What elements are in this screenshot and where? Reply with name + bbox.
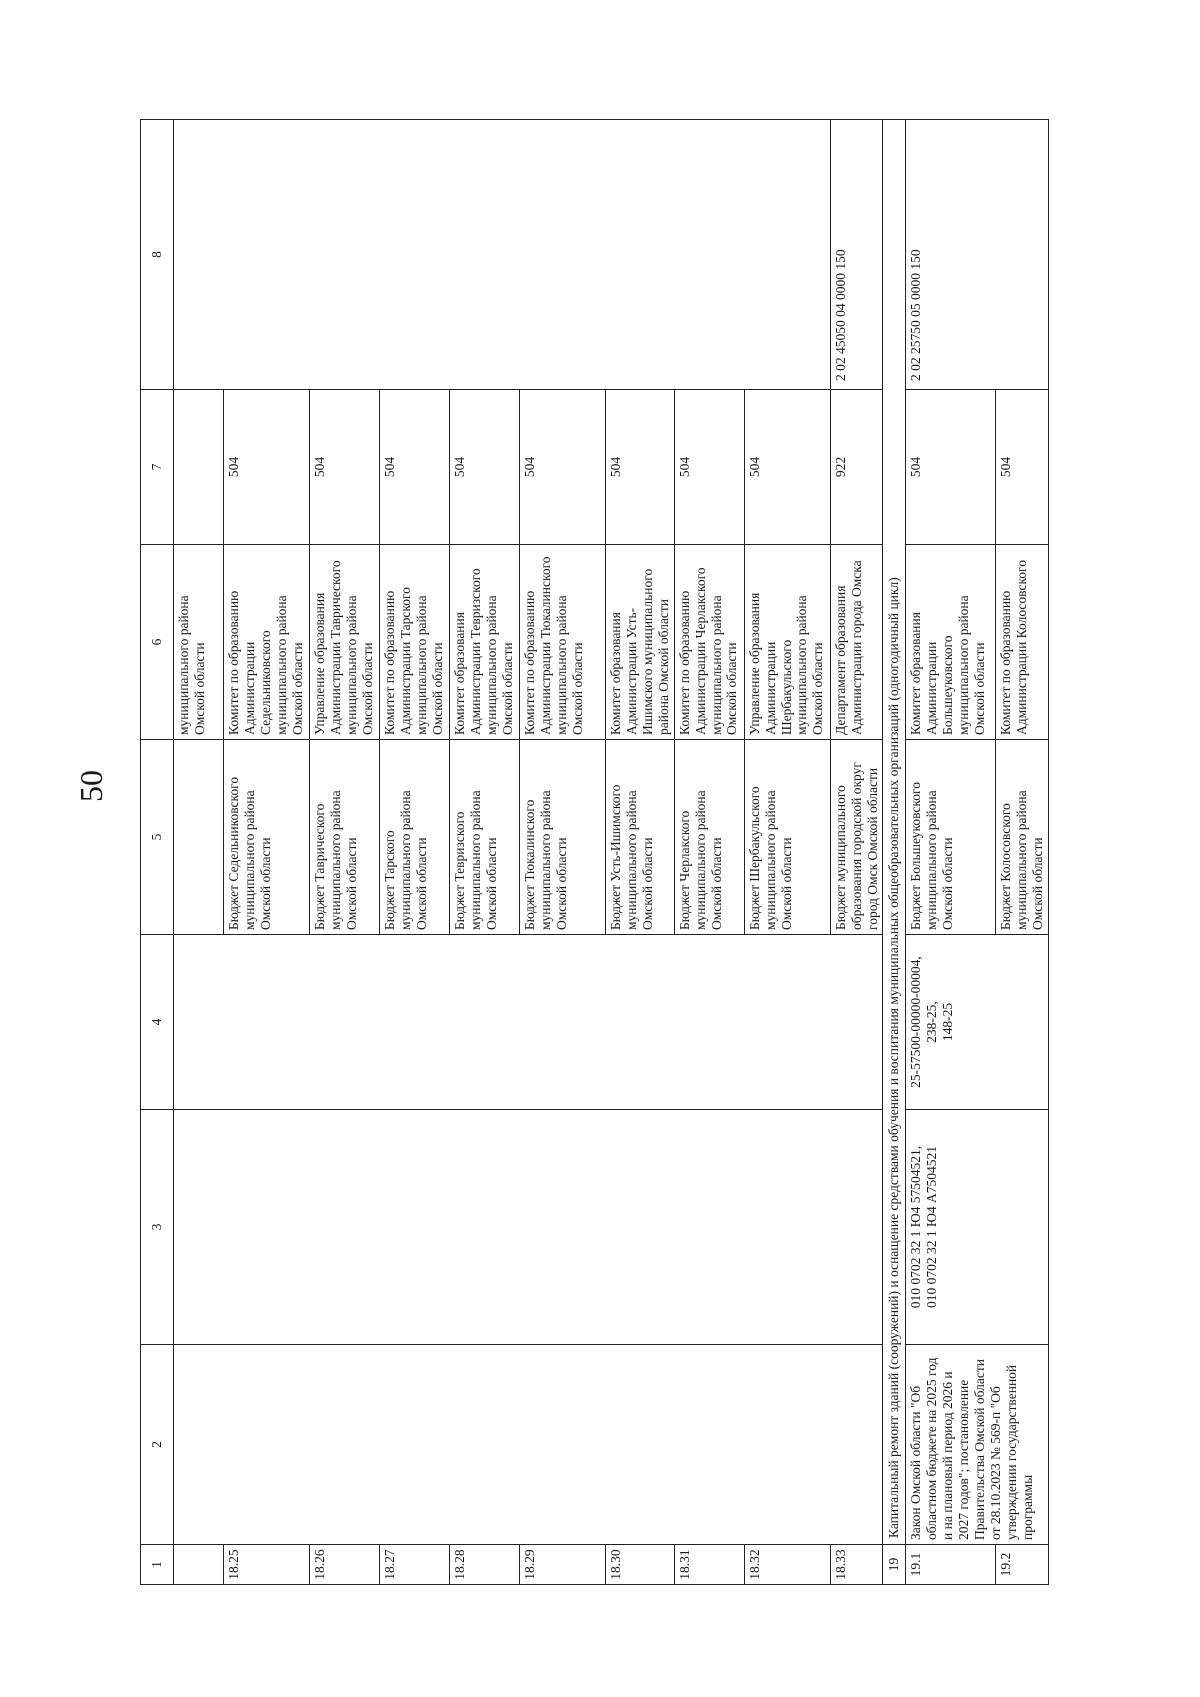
section-row [883,120,906,1585]
page-number: 50 [73,770,109,802]
cell-budget: Бюджет Таврического муниципального района Омской области [310,740,380,935]
cell-code: 504 [380,390,450,545]
cell-admin: Комитет образования Администрации Большеуковского муниципального района Омской области [906,545,996,740]
cell-admin: Департамент образования Администрации города Омска [830,545,883,740]
cell-budget: Бюджет Тюкалинского муниципального района Омской области [520,740,606,935]
cell-budget: Бюджет Большеуковского муниципального района Омской области [906,740,996,935]
cell-admin: Комитет по образованию Администрации Тюкалинского муниципального района Омской области [520,545,606,740]
row-number: 18.26 [310,1545,380,1585]
cell-code: 504 [744,390,830,545]
cell-code: 504 [906,390,996,545]
cell-kbk-list [906,1110,1049,1345]
cell-budget: Бюджет Седельниковского муниципального района Омской области [224,740,310,935]
table-row [906,120,996,1585]
merged-cell [174,935,883,1110]
continuation-row [174,120,224,1585]
kbk-line: 010 0702 32 1 Ю4 57504521, [908,1145,924,1309]
cell-budget: Бюджет Тевризского муниципального района Омской области [450,740,520,935]
cell-admin: муниципального района Омской области [174,545,224,740]
col-header: 8 [141,120,174,390]
cell-admin: Комитет по образованию Администрации Седельниковского муниципального района Омской области [224,545,310,740]
cell-admin: Комитет образования Администрации Тевризского муниципального района Омской области [450,545,520,740]
cell-budget: Бюджет Черлакского муниципального района Омской области [674,740,744,935]
cell-code: 504 [310,390,380,545]
cell-admin: Комитет по образованию Администрации Колосовского [996,545,1049,740]
cell-kbk [174,120,831,390]
row-number: 19.2 [996,1545,1049,1585]
agreement-line: 25-57500-00000-00004, [908,956,924,1088]
col-header: 5 [141,740,174,935]
section-title: Капитальный ремонт зданий (сооружений) и оснащение средствами обучения и воспитания муниципальных общеобразовательных организаций (одногодичный цикл) [883,120,906,1545]
cell-code: 922 [830,390,883,545]
col-header: 6 [141,545,174,740]
agreement-line: 148-25 [940,1002,956,1042]
cell-budget: Бюджет Усть-Ишимского муниципального района Омской области [606,740,675,935]
row-number: 18.32 [744,1545,830,1585]
row-number: 18.30 [606,1545,675,1585]
row-number: 18.31 [674,1545,744,1585]
cell-code [174,390,224,545]
cell-income-code: 2 02 25750 05 0000 150 [906,120,1049,390]
kbk-line: 010 0702 32 1 Ю4 А7504521 [924,1146,940,1308]
budget-table-wrapper [140,120,1046,1585]
cell-budget [174,740,224,935]
row-number: 18.28 [450,1545,520,1585]
cell-budget: Бюджет Шербакульского муниципального района Омской области [744,740,830,935]
col-header: 2 [141,1345,174,1545]
cell-kbk: 2 02 45050 04 0000 150 [830,120,883,390]
col-header: 4 [141,935,174,1110]
merged-cell [174,1110,883,1345]
row-number: 18.25 [224,1545,310,1585]
row-number: 18.27 [380,1545,450,1585]
header-row [141,120,174,1585]
cell-law: Закон Омской области "Об областном бюджете на 2025 год и на плановый период 2026 и 2027 годов"; постановление Правительства Омской области от 28.10.2023 № 569-п "Об утверждении государственной программы [906,1345,1049,1545]
row-number: 18.29 [520,1545,606,1585]
agreement-line: 238-25, [924,1001,940,1043]
cell-budget: Бюджет Колосовского муниципального района Омской области [996,740,1049,935]
row-number: 18.33 [830,1545,883,1585]
section-number: 19 [883,1545,906,1585]
col-header: 3 [141,1110,174,1345]
merged-cell [174,1345,883,1545]
row-number: 19.1 [906,1545,996,1585]
cell-agreement [906,935,1049,1110]
cell-admin: Комитет по образованию Администрации Черлакского муниципального района Омской области [674,545,744,740]
cell-code: 504 [224,390,310,545]
merged-cell [174,1545,224,1585]
cell-admin: Управление образования Администрации Таврического муниципального района Омской области [310,545,380,740]
cell-code: 504 [450,390,520,545]
cell-code: 504 [606,390,675,545]
budget-table [140,119,1049,1585]
cell-code: 504 [674,390,744,545]
cell-admin: Управление образования Администрации Шербакульского муниципального района Омской области [744,545,830,740]
cell-admin: Комитет по образованию Администрации Тарского муниципального района Омской области [380,545,450,740]
col-header: 7 [141,390,174,545]
cell-admin: Комитет образования Администрации Усть-Ишимского муниципального района Омской области [606,545,675,740]
cell-budget: Бюджет Тарского муниципального района Омской области [380,740,450,935]
cell-code: 504 [520,390,606,545]
col-header: 1 [141,1545,174,1585]
cell-budget: Бюджет муниципального образования городской округ город Омск Омской области [830,740,883,935]
cell-code: 504 [996,390,1049,545]
